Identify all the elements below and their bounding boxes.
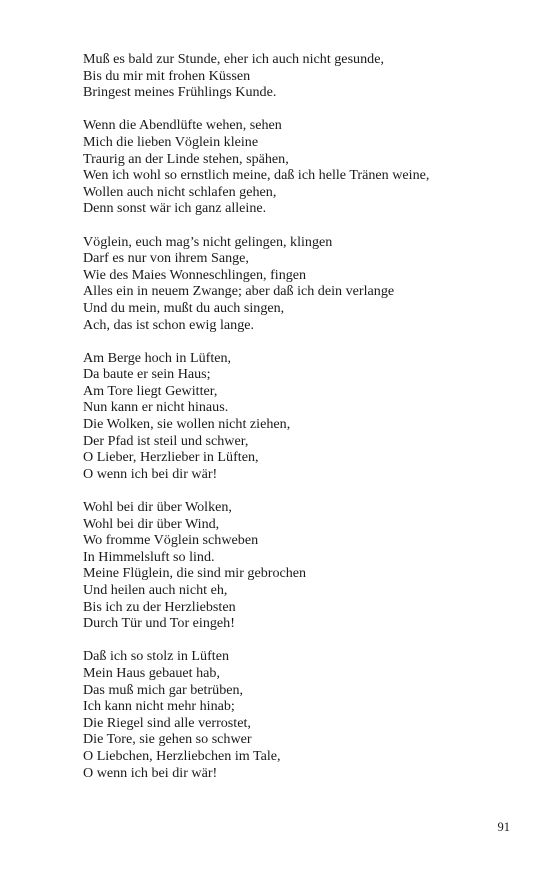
verse-line: Und heilen auch nicht eh, [83, 582, 228, 598]
verse-line: Ach, das ist schon ewig lange. [83, 316, 255, 333]
verse-line: Die Tore, sie gehen so schwer [83, 731, 252, 748]
verse-line: Durch Tür und Tor eingeh! [83, 615, 235, 632]
verse-line: Traurig an der Linde stehen, spähen, [83, 150, 289, 167]
verse-line: Wollen auch nicht schlafen gehen, [83, 183, 277, 200]
verse-line: Vöglein, euch mag’s nicht gelingen, klingen [83, 233, 333, 250]
verse-line: Denn sonst wär ich ganz alleine. [83, 200, 267, 217]
verse-line: In Himmelsluft so lind. [83, 548, 215, 565]
verse-line: Muß es bald zur Stunde, eher ich auch nicht gesunde, [83, 51, 384, 67]
verse-line: Bis du mir mit frohen Küssen [83, 67, 251, 84]
stanza [83, 234, 523, 334]
verse-line: Die Wolken, sie wollen nicht ziehen, [83, 416, 291, 433]
stanza [83, 350, 523, 483]
poem-text [83, 51, 523, 798]
verse-line: Das muß mich gar betrüben, [83, 681, 244, 698]
verse-line: Daß ich so stolz in Lüften [83, 648, 229, 665]
verse-line: Wo fromme Vöglein schweben [83, 532, 259, 549]
verse-line: Bringest meines Frühlings Kunde. [83, 84, 277, 101]
verse-line: Alles ein in neuem Zwange; aber daß ich dein verlange [83, 283, 395, 300]
verse-line: Und du mein, mußt du auch singen, [83, 299, 285, 316]
verse-line: Darf es nur von ihrem Sange, [83, 250, 249, 267]
verse-line: Ich kann nicht mehr hinab; [83, 698, 235, 715]
stanza [83, 51, 523, 101]
verse-line: Wenn die Abendlüfte wehen, sehen [83, 117, 282, 134]
verse-line: Am Berge hoch in Lüften, [83, 349, 232, 366]
page-number: 91 [497, 820, 510, 834]
verse-line: Meine Flüglein, die sind mir gebrochen [83, 565, 307, 582]
verse-line: O wenn ich bei dir wär! [83, 764, 218, 781]
verse-line: Wie des Maies Wonneschlingen, fingen [83, 266, 307, 283]
stanza [83, 648, 523, 781]
verse-line: Der Pfad ist steil und schwer, [83, 432, 249, 449]
verse-line: Mich die lieben Vöglein kleine [83, 133, 259, 150]
verse-line: Bis ich zu der Herzliebsten [83, 598, 236, 615]
verse-line: O wenn ich bei dir wär! [83, 465, 218, 482]
verse-line: Da baute er sein Haus; [83, 366, 211, 383]
verse-line: Wohl bei dir über Wolken, [83, 499, 232, 516]
verse-line: O Liebchen, Herzliebchen im Tale, [83, 747, 281, 764]
verse-line: Mein Haus gebauet hab, [83, 664, 220, 681]
verse-line: Die Riegel sind alle verrostet, [83, 714, 251, 731]
verse-line: Wen ich wohl so ernstlich meine, daß ich helle Tränen weine, [83, 167, 430, 184]
stanza [83, 499, 523, 632]
verse-line: O Lieber, Herzlieber in Lüften, [83, 449, 259, 466]
verse-line: Am Tore liegt Gewitter, [83, 382, 218, 399]
verse-line: Wohl bei dir über Wind, [83, 515, 220, 532]
stanza [83, 117, 523, 217]
verse-line: Nun kann er nicht hinaus. [83, 399, 229, 416]
